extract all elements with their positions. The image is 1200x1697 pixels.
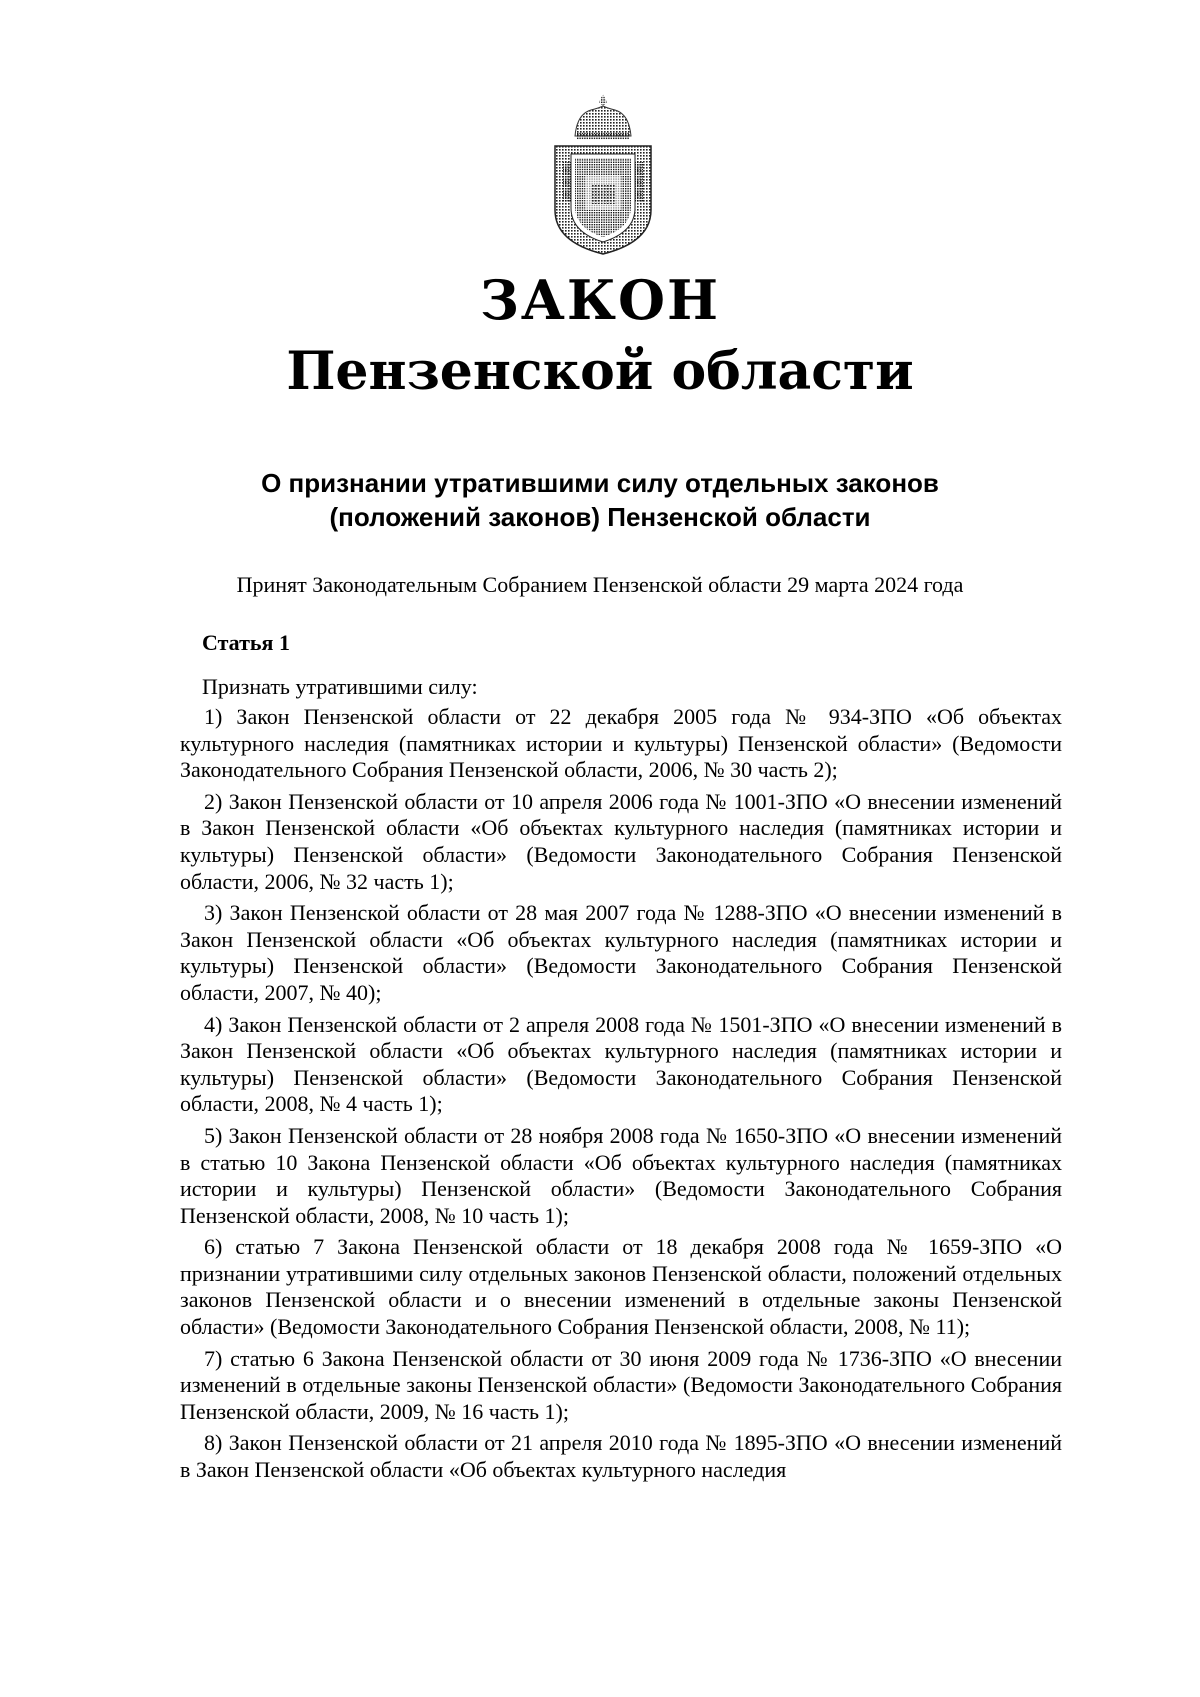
list-item: [180, 1346, 1062, 1426]
article-intro: Признать утратившими силу:: [202, 674, 478, 699]
law-subject-line: (положений законов) Пензенской области: [329, 502, 871, 532]
list-item: [180, 1123, 1062, 1229]
list-item: [180, 900, 1062, 1006]
list-item: [180, 1234, 1062, 1340]
list-item: [180, 1430, 1062, 1483]
coat-of-arms-icon: [541, 92, 665, 257]
list-item-text: 4) Закон Пензенской области от 2 апреля 2008 года № 1501-ЗПО «О внесении изменений в Закон Пензенской области «Об объектах культурного наследия (памятниках истории и культуры) Пензенской области» (Ведомости Законодательного Собрания Пензенской области, 2008, № 4 часть 1);: [180, 1011, 1062, 1117]
list-item: [180, 789, 1062, 895]
list-item-text: 7) статью 6 Закона Пензенской области от 30 июня 2009 года № 1736-ЗПО «О внесении изменений в отдельные законы Пензенской области» (Ведомости Законодательного Собрания Пензенской области, 2009, № 16 часть 1);: [180, 1345, 1062, 1424]
list-item: [180, 1012, 1062, 1118]
list-item-text: 5) Закон Пензенской области от 28 ноября 2008 года № 1650-ЗПО «О внесении изменений в статью 10 Закона Пензенской области «Об объектах культурного наследия (памятниках истории и культуры) Пензенской области» (Ведомости Законодательного Собрания Пензенской области, 2008, № 10 часть 1);: [180, 1122, 1062, 1228]
law-title: ЗАКОН: [479, 268, 721, 332]
list-item-text: 6) статью 7 Закона Пензенской области от 18 декабря 2008 года № 1659-ЗПО «О признании утратившими силу отдельных законов Пензенской области, положений отдельных законов Пензенской области и о внесении изменений в отдельные законы Пензенской области» (Ведомости Законодательного Собрания Пензенской области, 2008, № 11);: [180, 1234, 1062, 1340]
list-item-text: 3) Закон Пензенской области от 28 мая 2007 года № 1288-ЗПО «О внесении изменений в Закон Пензенской области «Об объектах культурного наследия (памятниках истории и культуры) Пензенской области» (Ведомости Законодательного Собрания Пензенской области, 2007, № 40);: [180, 900, 1062, 1005]
law-subject: [200, 466, 1000, 534]
law-region-title: Пензенской области: [286, 341, 914, 402]
list-item-text: 1) Закон Пензенской области от 22 декабря 2005 года № 934-ЗПО «Об объектах культурного наследия (памятниках истории и культуры) Пензенской области» (Ведомости Законодательного Собрания Пензенской области, 2006, № 30 часть 2);: [180, 704, 1062, 783]
list-item-text: 8) Закон Пензенской области от 21 апреля 2010 года № 1895-ЗПО «О внесении изменений в Закон Пензенской области «Об объектах культурного наследия: [180, 1430, 1062, 1483]
repealed-laws-list: [180, 704, 1062, 1489]
list-item-text: 2) Закон Пензенской области от 10 апреля 2006 года № 1001-ЗПО «О внесении изменений в Закон Пензенской области «Об объектах культурного наследия (памятниках истории и культуры) Пензенской области» (Ведомости Законодательного Собрания Пензенской области, 2006, № 32 часть 1);: [180, 788, 1062, 894]
article-heading: Статья 1: [202, 630, 290, 655]
list-item: [180, 704, 1062, 784]
law-subject-line: О признании утратившими силу отдельных законов: [261, 468, 939, 498]
adoption-statement: Принят Законодательным Собранием Пензенской области 29 марта 2024 года: [236, 572, 964, 597]
